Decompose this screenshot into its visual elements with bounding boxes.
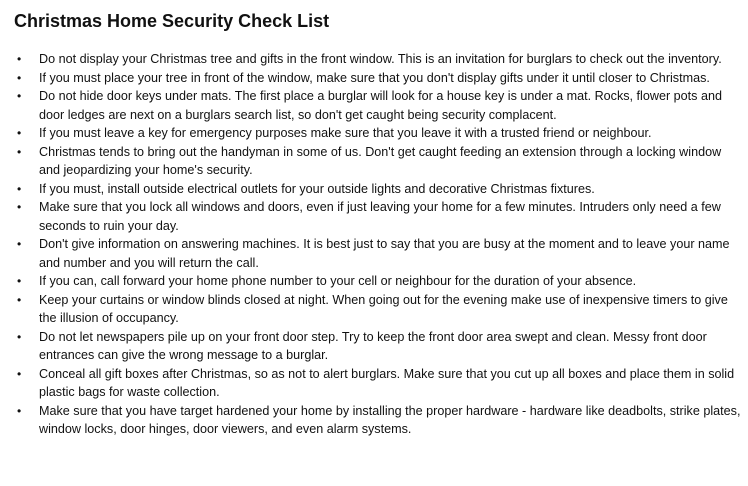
bullet-icon: • bbox=[17, 274, 22, 288]
checklist-item bbox=[14, 235, 748, 272]
checklist-item bbox=[14, 291, 748, 328]
checklist-item-text: Make sure that you have target hardened your home by installing the proper hardware - hardware like deadbolts, strike plates, window locks, door hinges, door viewers, and even alarm systems. bbox=[39, 403, 741, 436]
checklist-item-text: Do not hide door keys under mats. The first place a burglar will look for a house key is under a mat. Rocks, flower pots and door ledges are next on a burglars search list, so don't get caught being security complacent. bbox=[39, 89, 722, 122]
bullet-icon: • bbox=[17, 237, 22, 251]
checklist-item-text: If you must, install outside electrical outlets for your outside lights and decorative Christmas fixtures. bbox=[39, 181, 595, 196]
bullet-icon: • bbox=[17, 292, 22, 307]
bullet-icon: • bbox=[17, 126, 22, 140]
bullet-icon: • bbox=[17, 329, 22, 344]
checklist-item bbox=[14, 328, 748, 365]
checklist-item-text: If you can, call forward your home phone number to your cell or neighbour for the duration of your absence. bbox=[39, 274, 637, 288]
document-title: Christmas Home Security Check List bbox=[14, 11, 330, 31]
checklist-item bbox=[14, 198, 748, 235]
checklist-item-text: Do not let newspapers pile up on your front door step. Try to keep the front door area swept and clean. Messy front door entrances can give the wrong message to a burglar. bbox=[39, 329, 707, 362]
checklist-item bbox=[14, 180, 748, 199]
checklist-item bbox=[14, 365, 748, 402]
checklist-item bbox=[14, 69, 748, 88]
checklist-item bbox=[14, 87, 748, 124]
bullet-icon: • bbox=[17, 403, 22, 418]
checklist-item-text: If you must place your tree in front of the window, make sure that you don't display gifts under it until closer to Christmas. bbox=[39, 70, 710, 85]
bullet-icon: • bbox=[17, 366, 22, 381]
bullet-icon: • bbox=[17, 52, 22, 66]
security-checklist bbox=[14, 50, 748, 439]
checklist-item-text: Do not display your Christmas tree and gifts in the front window. This is an invitation for burglars to check out the inventory. bbox=[39, 52, 722, 66]
checklist-item-text: Christmas tends to bring out the handyman in some of us. Don't get caught feeding an extension through a locking window and jeopardizing your home's security. bbox=[39, 144, 722, 177]
checklist-item bbox=[14, 402, 748, 439]
bullet-icon: • bbox=[17, 200, 22, 214]
checklist-item bbox=[14, 272, 748, 291]
bullet-icon: • bbox=[17, 89, 22, 103]
checklist-item-text: Keep your curtains or window blinds closed at night. When going out for the evening make use of inexpensive timers to give the illusion of occupancy. bbox=[39, 292, 728, 325]
checklist-item bbox=[14, 50, 748, 69]
checklist-item-text: Don't give information on answering machines. It is best just to say that you are busy at the moment and to leave your name and number and you will return the call. bbox=[39, 237, 730, 270]
bullet-icon: • bbox=[17, 70, 22, 85]
checklist-item bbox=[14, 124, 748, 143]
bullet-icon: • bbox=[17, 181, 22, 196]
bullet-icon: • bbox=[17, 144, 22, 159]
checklist-item-text: If you must leave a key for emergency purposes make sure that you leave it with a trusted friend or neighbour. bbox=[39, 126, 652, 140]
checklist-item bbox=[14, 143, 748, 180]
checklist-item-text: Conceal all gift boxes after Christmas, so as not to alert burglars. Make sure that you cut up all boxes and place them in solid plastic bags for waste collection. bbox=[39, 366, 735, 399]
checklist-item-text: Make sure that you lock all windows and doors, even if just leaving your home for a few minutes. Intruders only need a few seconds to ruin your day. bbox=[39, 200, 721, 233]
